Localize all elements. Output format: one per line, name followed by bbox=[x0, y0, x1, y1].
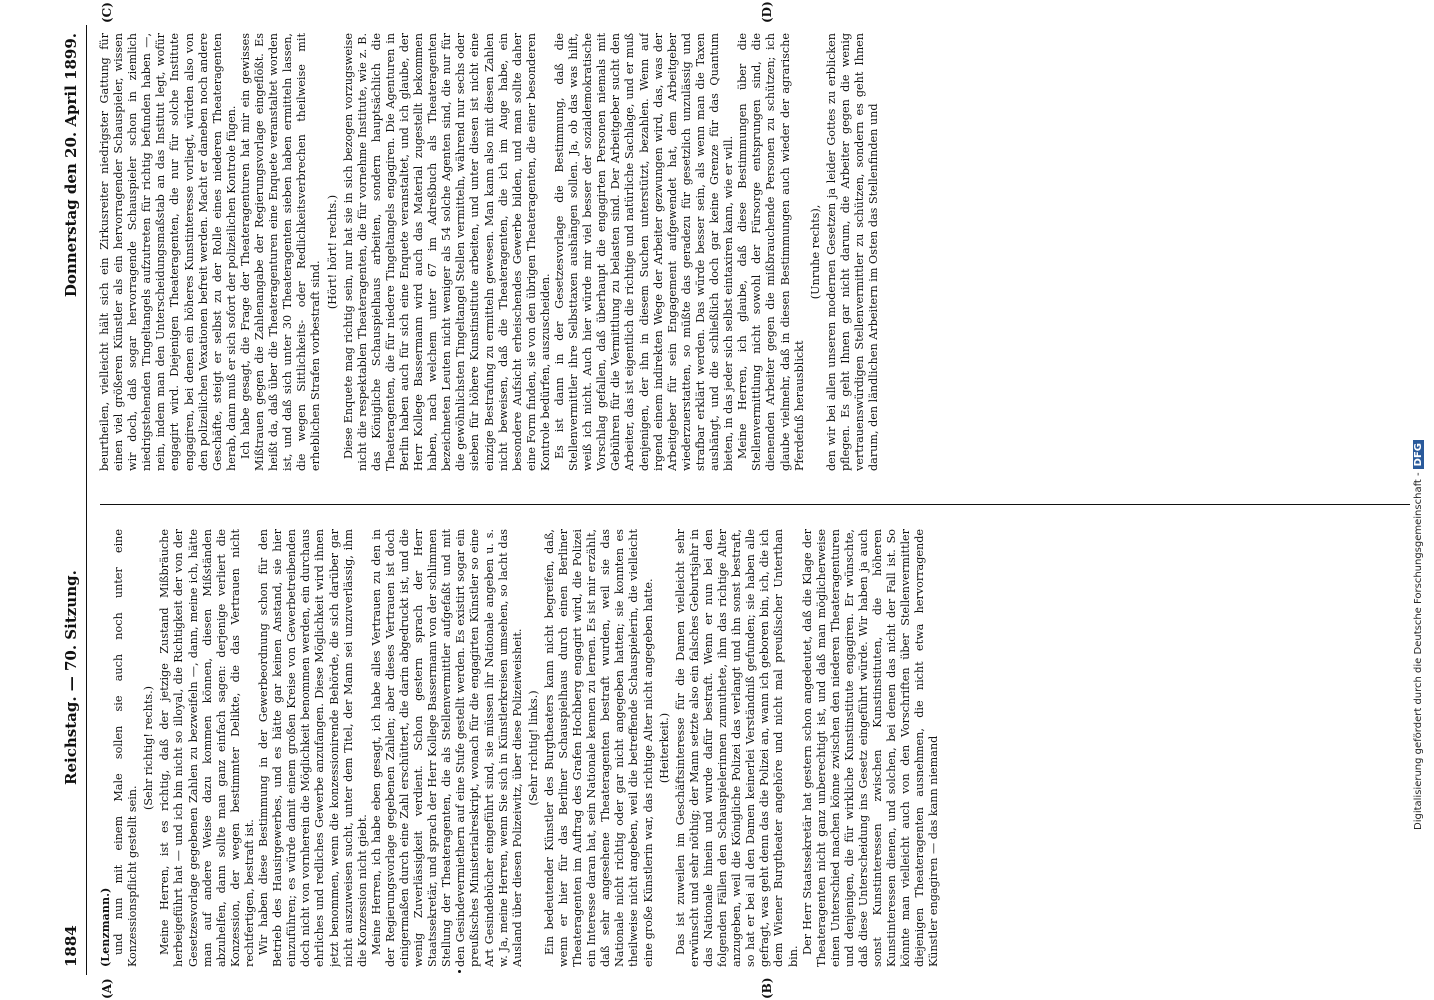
paragraph: beurtheilen, vielleicht hält sich ein Zirkusreiter niedrigster Gattung für einen viel größeren Künstler als ein hervorragender Schauspieler, wissen wir doch, daß sogar hervorragende Schauspieler schon in ziemlich niedrigstehenden Tingeltangels aufzutreten für richtig befunden haben —, nein, indem man den Unterscheidungsmaßstab an das Institut legt, wofür engagirt wird. Diejenigen Theateragenten, die nur für solche Institute engagiren, bei denen ein höheres Kunstinteresse vorliegt, würden also von den polizeilichen Vexationen befreit werden. Macht er daneben noch andere Geschäfte, steigt er selbst zu der Rolle eines niederen Theateragenten herab, dann muß er sich sofort der polizeilichen Kontrole fügen. bbox=[98, 33, 238, 471]
paragraph: Der Herr Staatssekretär hat gestern schon angedeutet, daß die Klage der Theateragenten nicht ganz unberechtigt ist, und daß man möglicherweise einen Unterschied machen könne zwischen den niederen Theateragenturen und denjenigen, die für wirkliche Kunstinstitute engagiren. Er wünschte, daß diese Unterscheidung ins Gesetz eingeführt würde. Wir haben ja auch sonst Kunstinteressen zwischen Kunstinstituten, die höheren Kunstinteressen dienen, und solchen, bei denen das nicht der Fall ist. So könnte man vielleicht auch von den Vorschriften über Stellenvermittler diejenigen Theateragenten ausnehmen, die nicht etwa hervorragende Künstler engagiren — das kann niemand bbox=[800, 529, 941, 967]
paragraph: Ich habe gesagt, die Frage der Theateragenturen hat mir ein gewisses Mißtrauen gegen die Zahlenangabe der Regierungsvorlage eingeflößt. Es heißt da, daß über die Theateragenturen eine Enquete veranstaltet worden ist, und daß sich unter 30 Theateragenten sieben haben ermitteln lassen, die wegen Sittlichkeits- oder Redlichkeitsverbrechen theilweise mit erheblichen Strafen vorbestraft sind. bbox=[238, 33, 323, 471]
column-divider bbox=[100, 504, 1410, 505]
interjection: (Unruhe rechts), bbox=[808, 204, 822, 300]
rotated-text-frame bbox=[60, 1, 1430, 999]
paragraph: Ein bedeutender Künstler des Burgtheaters kann nicht begreifen, daß, wenn er hier für das Berliner Schauspielhaus durch einen Berliner Theateragenten im Auftrag des Grafen Hochberg engagirt wird, die Polizei ein Interesse daran hat, sein Nationale kennen zu lernen. Es ist mir erzählt, daß sehr angesehene Theateragenten bestraft wurden, weil sie das Nationale nicht richtig oder gar nicht angegeben hatten; sie konnten es theilweise nicht angeben, weil die betreffende Schauspielerin, die vielleicht eine große Künstlerin war, das richtige Alter nicht angegeben hatte. bbox=[542, 529, 655, 967]
paragraph: Es ist dann in der Gesetzesvorlage die Bestimmung, daß die Stellenvermittler ihre Selbsttaxen aushängen sollen. Ja, ob das was hilft, weiß ich nicht. Auch hier würde mir viel besser der sozialdemokratische Vorschlag gefallen, daß überhaupt die engagirten Personen niemals mit Gebühren für die Vermittlung zu belasten sind. Der Arbeitgeber sucht den Arbeiter, das ist eigentlich die richtige und natürliche Sachlage, und er muß denjenigen, der ihn in diesem Suchen unterstützt, bezahlen. Wenn auf irgend einem indirekten Wege der Arbeiter gezwungen wird, das, was der Arbeitgeber für sein Engagement aufgewendet hat, dem Arbeitgeber wiederzuerstatten, so müßte das geradezu für gesetzlich unzulässig und strafbar erklärt werden. Das würde besser sein, als wenn man die Taxen aushängt, und die schließlich doch gar keine Grenze für das Quantum bieten, in das jeder sich selbst eintaxiren kann, wie er will. bbox=[553, 33, 736, 471]
paragraph: Meine Herren, ist es richtig, daß der jetzige Zustand Mißbräuche herbeigeführt hat — und ich bin nicht so illoyal, die Richtigkeit der von der Gesetzesvorlage gegebenen Zahlen zu bezweifeln —, dann, meine ich, hätte man auf andere Weise dazu kommen können, diesen Mißständen abzuhelfen, dann sollte man ganz einfach sagen: derjenige verliert die Konzession, der wegen bestimmter Delikte, die das Vertrauen nicht rechtfertigen, bestraft ist. bbox=[158, 529, 256, 967]
session-title: Reichstag. — 70. Sitzung. bbox=[62, 570, 80, 785]
credit-text: Digitalisierung gefördert durch die Deutsche Forschungsgemeinschaft - bbox=[1413, 472, 1424, 830]
interjection: (Heiterkeit.) bbox=[657, 712, 671, 784]
margin-marker-b: (B) bbox=[760, 977, 774, 999]
margin-marker-a: (A) bbox=[100, 978, 114, 999]
interjection: (Sehr richtig! links.) bbox=[526, 690, 540, 806]
page-number: 1884 bbox=[62, 925, 80, 967]
session-date: Donnerstag den 20. April 1899. bbox=[62, 33, 80, 298]
paragraph: Meine Herren, ich glaube, daß diese Bestimmungen über die Stellenvermittlung nicht sowohl der Fürsorge entsprungen sind, die dienenden Arbeiter gegen die mißbrauchende Personen zu schützen; ich glaube vielmehr, daß in diesen Bestimmungen auch wieder der agrarische Pferdefuß herausblickt bbox=[736, 33, 806, 471]
ink-speck bbox=[458, 970, 461, 973]
left-column bbox=[98, 529, 1408, 967]
paragraph: Wir haben diese Bestimmung in der Gewerbeordnung schon für den Betrieb des Hausirgewerbes, und es hätte gar keinen Anstand, sie hier einzuführen; es würde damit einem großen Kreise von Gewerbetreibenden doch nicht von vornherein die Möglichkeit benommen werden, ein durchaus ehrliches und redliches Gewerbe anzufangen. Diese Möglichkeit wird ihnen jetzt benommen, wenn die konzessionirende Behörde, die sich darüber gar nicht auszuweisen sucht, unter dem Titel, der Mann sei unzuverlässig, ihm die Konzession nicht giebt. bbox=[257, 529, 369, 967]
margin-marker-d: (D) bbox=[760, 1, 774, 23]
paragraph: Meine Herren, ich habe eben gesagt, ich habe alles Vertrauen zu den in der Regierungsvorlage gegebenen Zahlen; aber dieses Vertrauen ist doch einigermaßen durch eine Zahl erschüttert, die darin abgedruckt ist, und die wenig Zuverlässigkeit verdient. Schon gestern sprach der Herr Staatssekretär, und sprach der Herr Kollege Bassermann von der schlimmen Stellung der Theateragenten, die als Stellenvermittler aufgefaßt und mit den Gesindevermiethern auf eine Stufe gestellt werden. Es existirt sogar ein preußisches Ministerialreskript, wonach für die engagirten Künstler so eine Art Gesindebücher eingeführt sind, sie müssen ihr Nationale angeben u. s. w. Ja, meine Herren, wenn Sie sich in Künstlerkreisen umsehen, so lacht das Ausland über diesen Polizeiwitz, über diese Polizeiweisheit. bbox=[369, 529, 524, 967]
dfg-logo: DFG bbox=[1413, 440, 1424, 469]
speaker-label: (Lenzmann.) bbox=[98, 887, 112, 967]
paragraph: und nun mit einem Male sollen sie auch noch unter eine Konzessionspflicht gestellt sein. bbox=[112, 529, 140, 967]
paragraph: Das ist zuweilen im Geschäftsinteresse für die Damen vielleicht sehr erwünscht und sehr nöthig; der Mann setzte also ein falsches Geburtsjahr in das Nationale hinein und wurde dafür bestraft. Wenn er nun bei den folgenden Fällen den Schauspielerinnen zumuthete, ihm das richtige Alter anzugeben, weil die Königliche Polizei das verlangt und ihn sonst bestraft, so hat er bei all den Damen keinerlei Verständniß gefunden; sie haben alle gefragt, was geht denn das die Polizei an, wann ich geboren bin, ich, die ich dem Wiener Burgtheater angehöre und nicht mal preußischer Unterthan bin. bbox=[673, 529, 800, 967]
margin-marker-c: (C) bbox=[100, 2, 114, 23]
interjection: (Hört! hört! rechts.) bbox=[325, 194, 339, 310]
paragraph: den wir bei allen unseren modernen Gesetzen ja leider Gottes zu erblicken pflegen. Es geht Ihnen gar nicht darum, die Arbeiter gegen die wenig vertrauenswürdigen Stellenvermittler zu schützen, sondern es geht Ihnen darum, den ländlichen Arbeitern im Osten das Stellenfinden und bbox=[824, 33, 881, 471]
right-column bbox=[98, 33, 1408, 471]
paragraph: Diese Enquete mag richtig sein, nur hat sie in sich bezogen vorzugsweise nicht die respektablen Theateragenten, die für vornehme Institute, wie z. B. das Königliche Schauspielhaus arbeiten, sondern hauptsächlich die Theateragenten, die für niedere Tingeltangels engagiren. Die Agenturen in Berlin haben auch für sich eine Enquete veranstaltet, und ich glaube, der Herr Kollege Bassermann wird auch das Material zugestellt bekommen haben, nach welchem unter 67 im Adreßbuch als Theateragenten bezeichneten Leuten nicht weniger als 54 solche Agenten sind, die nur für die gewöhnlichsten Tingeltangel Stellen vermitteln, während nur sechs oder sieben für höhere Kunstinstitute arbeiten, und unter diesen ist nicht eine einzige Bestrafung zu ermitteln gewesen. Man kann also mit diesen Zahlen nicht beweisen, daß die Theateragenten, die ich im Auge habe, ein besondere Aufsicht erheischendes Gewerbe bilden, und man sollte daher eine Form finden, sie von den übrigen Theateragenten, die einer besonderen Kontrole bedürfen, auszuscheiden. bbox=[341, 33, 552, 471]
running-header bbox=[60, 25, 87, 975]
interjection: (Sehr richtig! rechts.) bbox=[142, 685, 156, 811]
